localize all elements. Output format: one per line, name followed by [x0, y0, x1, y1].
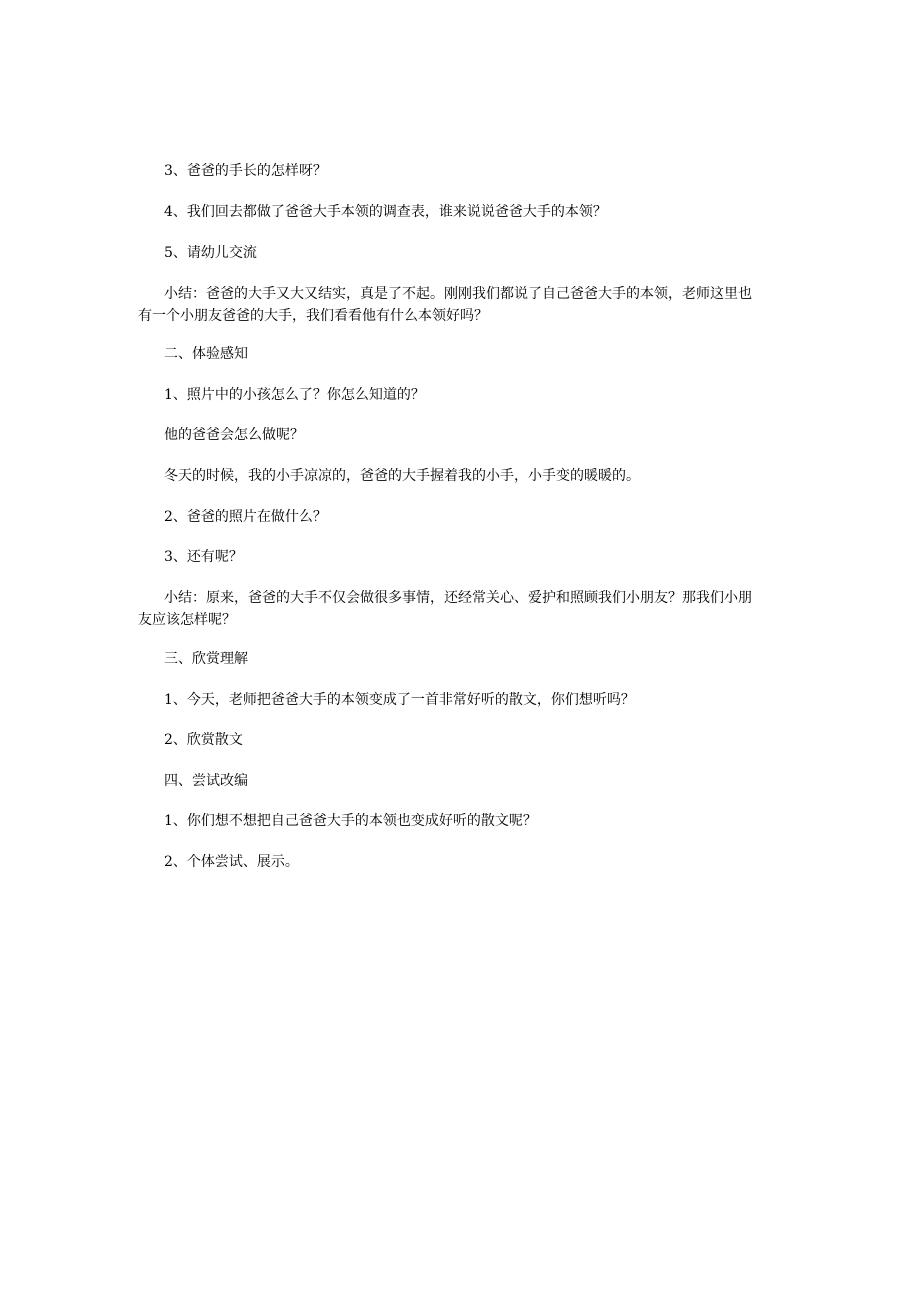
- summary-1-line-2: 有一个小朋友爸爸的大手，我们看看他有什么本领好吗？: [138, 308, 488, 324]
- question-3: 3、爸爸的手长的怎样呀？: [164, 163, 327, 179]
- section-2-heading: 二、体验感知: [164, 346, 248, 362]
- section-4-question-2: 2、个体尝试、展示。: [164, 854, 299, 870]
- section-4-question-1: 1、你们想不想把自己爸爸大手的本领也变成好听的散文呢？: [164, 813, 537, 829]
- summary-2-line-1: 小结：原来，爸爸的大手不仅会做很多事情，还经常关心、爱护和照顾我们小朋友？那我们小朋: [164, 590, 752, 606]
- section-2-question-2: 2、爸爸的照片在做什么？: [164, 509, 327, 525]
- question-5: 5、请幼儿交流: [164, 245, 257, 261]
- section-3-question-1: 1、今天，老师把爸爸大手的本领变成了一首非常好听的散文，你们想听吗？: [164, 692, 635, 708]
- section-2-text: 冬天的时候，我的小手凉凉的，爸爸的大手握着我的小手，小手变的暖暖的。: [164, 468, 640, 484]
- summary-2: [138, 587, 794, 631]
- section-2-question-3: 3、还有呢？: [164, 549, 243, 565]
- summary-1-line-1: 小结：爸爸的大手又大又结实，真是了不起。刚刚我们都说了自己爸爸大手的本领，老师这里也: [164, 286, 752, 302]
- summary-1: [138, 283, 794, 327]
- section-3-heading: 三、欣赏理解: [164, 651, 248, 667]
- summary-2-line-2: 友应该怎样呢？: [138, 612, 236, 628]
- question-4: 4、我们回去都做了爸爸大手本领的调查表，谁来说说爸爸大手的本领？: [164, 204, 607, 220]
- section-3-question-2: 2、欣赏散文: [164, 732, 243, 748]
- section-2-question-1: 1、照片中的小孩怎么了？你怎么知道的？: [164, 387, 425, 403]
- section-4-heading: 四、尝试改编: [164, 773, 248, 789]
- section-2-question-1b: 他的爸爸会怎么做呢？: [164, 427, 304, 443]
